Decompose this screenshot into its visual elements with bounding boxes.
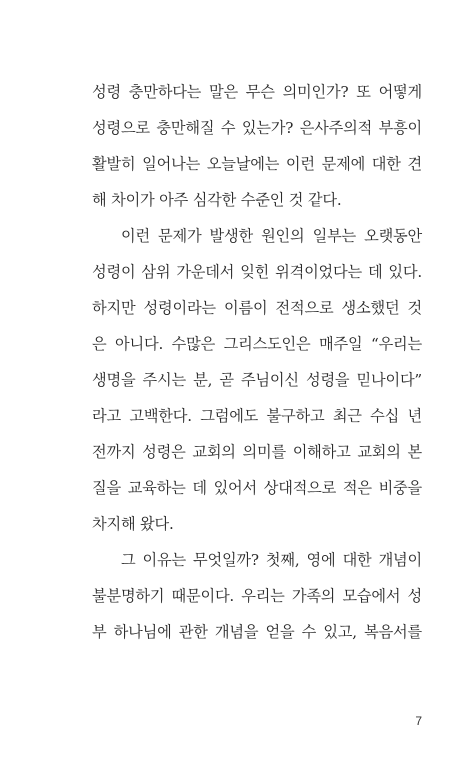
body-line: 불분명하기 때문이다. 우리는 가족의 모습에서 성 xyxy=(92,587,422,605)
body-line: 부 하나님에 관한 개념을 얻을 수 있고, 복음서를 xyxy=(92,623,422,641)
body-line: 해 차이가 아주 심각한 수준인 것 같다. xyxy=(92,191,342,209)
body-line: 성령 충만하다는 말은 무슨 의미인가? 또 어떻게 xyxy=(92,83,422,101)
body-line: 라고 고백한다. 그럼에도 불구하고 최근 수십 년 xyxy=(92,407,422,425)
body-line: 성령으로 충만해질 수 있는가? 은사주의적 부흥이 xyxy=(92,119,422,137)
body-line-indented: 그 이유는 무엇일까? 첫째, 영에 대한 개념이 xyxy=(121,551,422,569)
body-line: 생명을 주시는 분, 곧 주님이신 성령을 믿나이다” xyxy=(92,371,422,389)
body-line: 전까지 성령은 교회의 의미를 이해하고 교회의 본 xyxy=(92,443,422,461)
page-number: 7 xyxy=(415,714,422,728)
body-line: 차지해 왔다. xyxy=(92,515,174,533)
body-line: 성령이 삼위 가운데서 잊힌 위격이었다는 데 있다. xyxy=(92,263,422,281)
body-line: 질을 교육하는 데 있어서 상대적으로 적은 비중을 xyxy=(92,479,422,497)
body-line: 은 아니다. 수많은 그리스도인은 매주일 “우리는 xyxy=(92,335,422,353)
body-line: 하지만 성령이라는 이름이 전적으로 생소했던 것 xyxy=(92,299,422,317)
body-line: 활발히 일어나는 오늘날에는 이런 문제에 대한 견 xyxy=(92,155,422,173)
body-line-indented: 이런 문제가 발생한 원인의 일부는 오랫동안 xyxy=(121,227,422,245)
